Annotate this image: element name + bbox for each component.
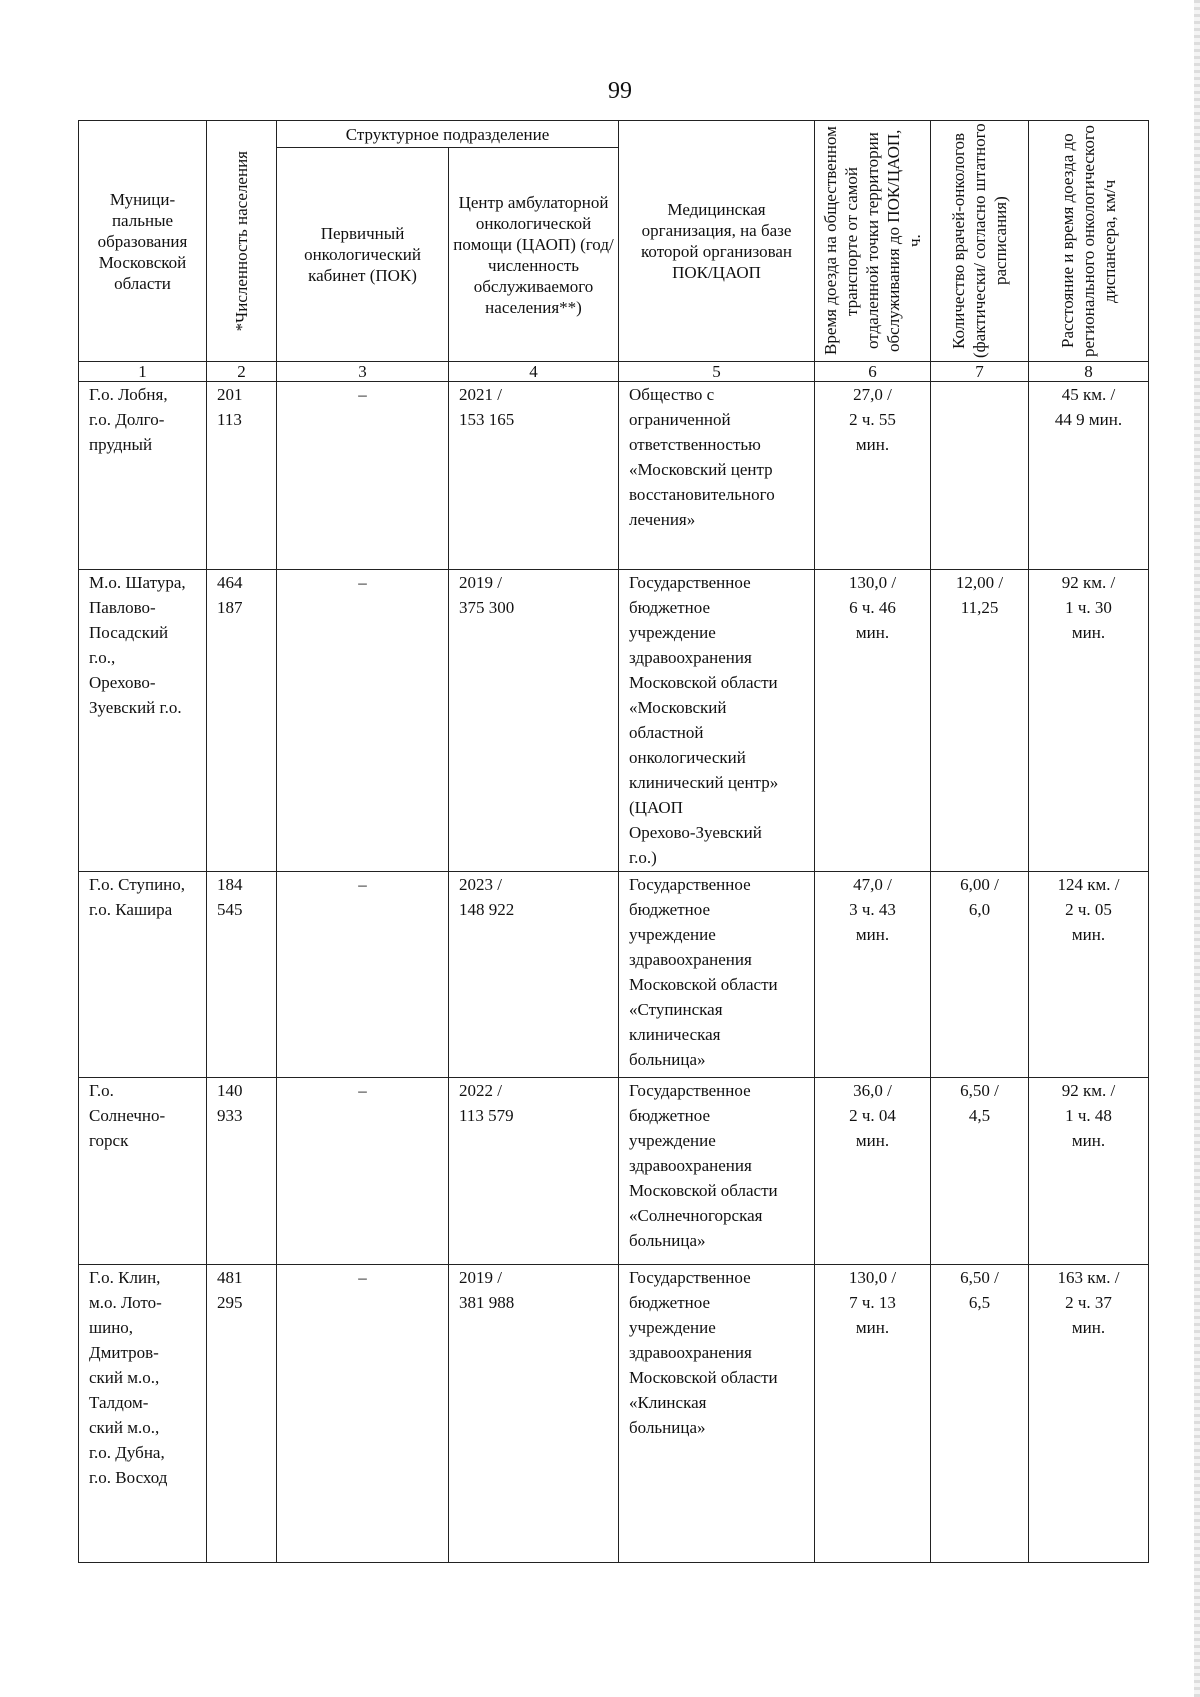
cell-municipal xyxy=(79,382,207,570)
cell-line: бюджетное xyxy=(629,900,710,919)
cell-line: 6,00 / xyxy=(960,875,999,894)
cell-line: Г.о. Ступино, xyxy=(89,875,186,894)
header-municipal: Муници-пальные образования Московской области xyxy=(79,121,207,362)
cell-line: бюджетное xyxy=(629,1293,710,1312)
cell-line: 140 xyxy=(217,1081,243,1100)
table-row xyxy=(79,382,1149,570)
cell-line: 3 ч. 43 xyxy=(849,900,896,919)
cell-municipal xyxy=(79,570,207,872)
cell-line: 163 км. / xyxy=(1057,1268,1120,1287)
cell-line: 4,5 xyxy=(968,1106,991,1125)
cell-org xyxy=(619,570,815,872)
cell-line: шино, xyxy=(89,1318,134,1337)
cell-line: 481 xyxy=(217,1268,243,1287)
cell-line: больница» xyxy=(629,1418,706,1437)
cell-line: 381 988 xyxy=(459,1293,515,1312)
cell-doctors xyxy=(931,382,1029,570)
cell-line: мин. xyxy=(1071,925,1106,944)
header-distance-text: Расстояние и время доезда до регионального онкологического диспансера, км/ч xyxy=(1058,125,1120,357)
cell-line: Орехово-Зуевский xyxy=(629,823,762,842)
header-pok: Первичный онкологический кабинет (ПОК) xyxy=(277,148,449,362)
column-number: 7 xyxy=(931,362,1029,382)
cell-pok: – xyxy=(277,382,449,570)
cell-line: «Московский xyxy=(629,698,727,717)
header-structural: Структурное подразделение xyxy=(277,121,619,148)
cell-line: 184 xyxy=(217,875,243,894)
table-row xyxy=(79,1078,1149,1265)
cell-line: 12,00 / xyxy=(955,573,1004,592)
cell-population xyxy=(207,382,277,570)
cell-line: 295 xyxy=(217,1293,243,1312)
cell-org xyxy=(619,1078,815,1265)
cell-line: (ЦАОП xyxy=(629,798,683,817)
cell-line: мин. xyxy=(855,623,890,642)
header-population-text: *Численность населения xyxy=(232,150,251,332)
cell-distance xyxy=(1029,382,1149,570)
cell-line: здравоохранения xyxy=(629,648,752,667)
cell-line: г.о. Кашира xyxy=(89,900,173,919)
cell-line: Солнечно- xyxy=(89,1106,166,1125)
cell-line: м.о. Лото- xyxy=(89,1293,162,1312)
table-row xyxy=(79,872,1149,1078)
cell-line: 44 9 мин. xyxy=(1054,410,1123,429)
cell-population xyxy=(207,570,277,872)
cell-line: 11,25 xyxy=(960,598,999,617)
cell-line: г.о., xyxy=(89,648,116,667)
header-caop: Центр амбулаторной онкологической помощи (ЦАОП) (год/ численность обслуживаемого населения**) xyxy=(449,148,619,362)
cell-line: Московской области xyxy=(629,1368,778,1387)
cell-line: 113 xyxy=(217,410,242,429)
cell-line: учреждение xyxy=(629,1131,716,1150)
cell-population xyxy=(207,1265,277,1563)
cell-line: 2021 / xyxy=(459,385,502,404)
cell-line: 1 ч. 30 xyxy=(1065,598,1112,617)
header-distance xyxy=(1029,121,1149,362)
cell-org xyxy=(619,1265,815,1563)
cell-doctors xyxy=(931,872,1029,1078)
cell-line: Посадский xyxy=(89,623,169,642)
header-travel-time xyxy=(815,121,931,362)
scan-edge xyxy=(1194,0,1200,1697)
cell-line: 6,5 xyxy=(968,1293,991,1312)
cell-line: горск xyxy=(89,1131,129,1150)
cell-pok: – xyxy=(277,1265,449,1563)
cell-municipal xyxy=(79,1078,207,1265)
cell-line: г.о. Дубна, xyxy=(89,1443,165,1462)
column-numbers-row xyxy=(79,362,1149,382)
cell-pok: – xyxy=(277,1078,449,1265)
column-number: 8 xyxy=(1029,362,1149,382)
cell-line: 2 ч. 05 xyxy=(1065,900,1112,919)
cell-travel-time xyxy=(815,382,931,570)
cell-line: мин. xyxy=(855,925,890,944)
cell-line: Государственное xyxy=(629,1268,751,1287)
cell-line: Г.о. xyxy=(89,1081,114,1100)
column-number: 3 xyxy=(277,362,449,382)
column-number: 1 xyxy=(79,362,207,382)
cell-line: 130,0 / xyxy=(848,573,897,592)
page-number: 99 xyxy=(608,78,632,104)
cell-line: Общество с xyxy=(629,385,715,404)
cell-line: Государственное xyxy=(629,573,751,592)
cell-population xyxy=(207,1078,277,1265)
cell-line: Зуевский г.о. xyxy=(89,698,182,717)
cell-line: Павлово- xyxy=(89,598,156,617)
cell-travel-time xyxy=(815,872,931,1078)
cell-line: учреждение xyxy=(629,1318,716,1337)
cell-line: 201 xyxy=(217,385,243,404)
cell-line: 2019 / xyxy=(459,1268,502,1287)
cell-line: здравоохранения xyxy=(629,1156,752,1175)
cell-line: восстановительного xyxy=(629,485,775,504)
cell-line: мин. xyxy=(855,1318,890,1337)
cell-line: онкологический xyxy=(629,748,746,767)
cell-line: ограниченной xyxy=(629,410,731,429)
cell-line: больница» xyxy=(629,1050,706,1069)
column-number: 4 xyxy=(449,362,619,382)
cell-line: «Московский центр xyxy=(629,460,773,479)
cell-line: 6,50 / xyxy=(960,1081,999,1100)
cell-line: учреждение xyxy=(629,623,716,642)
cell-municipal xyxy=(79,872,207,1078)
cell-line: мин. xyxy=(1071,623,1106,642)
cell-line: Московской области xyxy=(629,975,778,994)
cell-pok: – xyxy=(277,872,449,1078)
cell-org xyxy=(619,382,815,570)
cell-line: Талдом- xyxy=(89,1393,149,1412)
cell-distance xyxy=(1029,872,1149,1078)
cell-line: Государственное xyxy=(629,875,751,894)
cell-line: 2022 / xyxy=(459,1081,502,1100)
column-number: 5 xyxy=(619,362,815,382)
cell-line: бюджетное xyxy=(629,1106,710,1125)
cell-line: 113 579 xyxy=(459,1106,514,1125)
header-org: Медицинская организация, на базе которой организован ПОК/ЦАОП xyxy=(619,121,815,362)
cell-doctors xyxy=(931,1078,1029,1265)
cell-line: Г.о. Лобня, xyxy=(89,385,168,404)
cell-pok: – xyxy=(277,570,449,872)
cell-line: «Ступинская xyxy=(629,1000,723,1019)
cell-caop xyxy=(449,570,619,872)
cell-travel-time xyxy=(815,1078,931,1265)
cell-line: Орехово- xyxy=(89,673,156,692)
cell-line: 7 ч. 13 xyxy=(849,1293,896,1312)
cell-caop xyxy=(449,382,619,570)
table-row xyxy=(79,570,1149,872)
cell-line: 36,0 / xyxy=(853,1081,892,1100)
cell-distance xyxy=(1029,570,1149,872)
table-row xyxy=(79,1265,1149,1563)
header-travel-time-text: Время доезда на общественном транспорте от самой отдаленной точки территории обслуживания до ПОК/ЦАОП, ч. xyxy=(821,126,925,356)
cell-line: 2 ч. 37 xyxy=(1065,1293,1112,1312)
cell-line: 2 ч. 55 xyxy=(849,410,896,429)
oncology-table xyxy=(78,120,1149,1563)
column-number: 2 xyxy=(207,362,277,382)
cell-line: 153 165 xyxy=(459,410,515,429)
cell-line: 6,0 xyxy=(968,900,991,919)
cell-line: М.о. Шатура, xyxy=(89,573,186,592)
cell-line: 2019 / xyxy=(459,573,502,592)
cell-line: 6 ч. 46 xyxy=(849,598,896,617)
cell-line: Дмитров- xyxy=(89,1343,159,1362)
cell-line: 933 xyxy=(217,1106,243,1125)
cell-line: Государственное xyxy=(629,1081,751,1100)
header-row-1 xyxy=(79,121,1149,148)
cell-line: 464 xyxy=(217,573,243,592)
cell-line: 27,0 / xyxy=(853,385,892,404)
cell-line: Московской области xyxy=(629,1181,778,1200)
cell-travel-time xyxy=(815,570,931,872)
cell-line: г.о. Восход xyxy=(89,1468,168,1487)
cell-line: 130,0 / xyxy=(848,1268,897,1287)
cell-line: Московской области xyxy=(629,673,778,692)
cell-line: мин. xyxy=(855,435,890,454)
cell-caop xyxy=(449,1265,619,1563)
cell-distance xyxy=(1029,1265,1149,1563)
cell-line: «Солнечногорская xyxy=(629,1206,763,1225)
header-doctors-text: Количество врачей-онкологов (фактически/ согласно штатного расписания) xyxy=(949,123,1011,359)
cell-line: больница» xyxy=(629,1231,706,1250)
cell-line: здравоохранения xyxy=(629,1343,752,1362)
cell-line: г.о.) xyxy=(629,848,657,867)
cell-line: 545 xyxy=(217,900,243,919)
cell-line: бюджетное xyxy=(629,598,710,617)
cell-line: 148 922 xyxy=(459,900,515,919)
cell-line: 6,50 / xyxy=(960,1268,999,1287)
cell-line: клинический центр» xyxy=(629,773,779,792)
cell-org xyxy=(619,872,815,1078)
cell-line: мин. xyxy=(1071,1318,1106,1337)
cell-line: мин. xyxy=(855,1131,890,1150)
cell-line: клиническая xyxy=(629,1025,721,1044)
cell-caop xyxy=(449,872,619,1078)
cell-line: мин. xyxy=(1071,1131,1106,1150)
cell-line: 2 ч. 04 xyxy=(849,1106,896,1125)
cell-doctors xyxy=(931,570,1029,872)
cell-line: лечения» xyxy=(629,510,696,529)
cell-line: 92 км. / xyxy=(1061,573,1116,592)
cell-travel-time xyxy=(815,1265,931,1563)
cell-line: 187 xyxy=(217,598,243,617)
cell-doctors xyxy=(931,1265,1029,1563)
cell-line: прудный xyxy=(89,435,153,454)
cell-line: 47,0 / xyxy=(853,875,892,894)
cell-line: ский м.о., xyxy=(89,1418,160,1437)
cell-line: учреждение xyxy=(629,925,716,944)
cell-line: 2023 / xyxy=(459,875,502,894)
cell-line: областной xyxy=(629,723,704,742)
cell-line: ский м.о., xyxy=(89,1368,160,1387)
cell-line: 124 км. / xyxy=(1057,875,1120,894)
cell-line: «Клинская xyxy=(629,1393,707,1412)
cell-caop xyxy=(449,1078,619,1265)
cell-line: 92 км. / xyxy=(1061,1081,1116,1100)
cell-line: 45 км. / xyxy=(1061,385,1116,404)
cell-population xyxy=(207,872,277,1078)
cell-municipal xyxy=(79,1265,207,1563)
cell-line: 375 300 xyxy=(459,598,515,617)
cell-line: 1 ч. 48 xyxy=(1065,1106,1112,1125)
cell-line: г.о. Долго- xyxy=(89,410,165,429)
cell-line: здравоохранения xyxy=(629,950,752,969)
cell-line: Г.о. Клин, xyxy=(89,1268,161,1287)
header-population xyxy=(207,121,277,362)
cell-line: ответственностью xyxy=(629,435,761,454)
column-number: 6 xyxy=(815,362,931,382)
cell-distance xyxy=(1029,1078,1149,1265)
header-doctors xyxy=(931,121,1029,362)
